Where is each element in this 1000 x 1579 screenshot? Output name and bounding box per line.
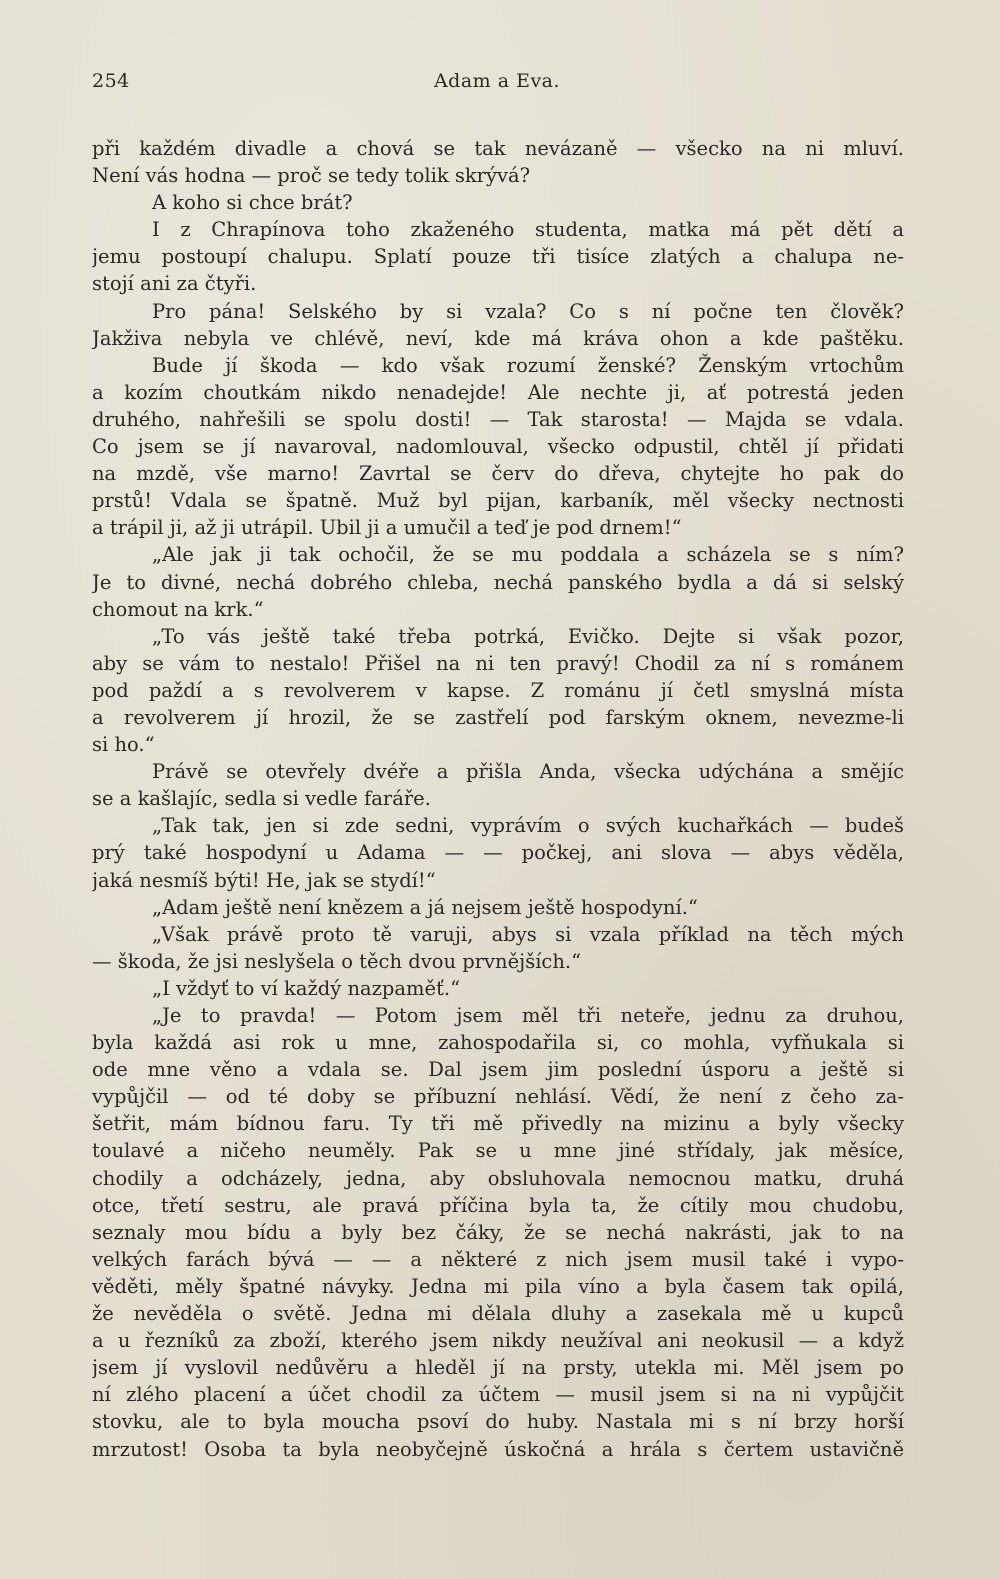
text-line: seznaly mou bídu a byly bez čáky, že se nechá nakrásti, jak to na (92, 1220, 904, 1244)
text-line: že nevěděla o světě. Jedna mi dělala dluhy a zasekala mě u kupců (92, 1302, 904, 1326)
text-line: „Tak tak, jen si zde sedni, vyprávím o svých kuchařkách — budeš (152, 814, 904, 838)
text-line: — škoda, že jsi neslyšela o těch dvou prvnějších.“ (92, 949, 582, 973)
text-line: Bude jí škoda — kdo však rozumí ženské? Ženským vrtochům (152, 353, 904, 377)
text-line: si ho.“ (92, 733, 155, 757)
text-line: byla každá asi rok u mne, zahospodařila si, co mohla, vyfňukala si (92, 1031, 904, 1055)
text-line: otce, třetí sestru, ale pravá příčina byla ta, že cítily mou chudobu, (92, 1193, 904, 1217)
text-line: „Ale jak ji tak ochočil, že se mu poddala a scházela se s ním? (152, 543, 904, 567)
text-line: věděti, měly špatné návyky. Jedna mi pila víno a byla časem tak opilá, (92, 1274, 904, 1298)
text-line: toulavé a ničeho neuměly. Pak se u mne jiné střídaly, jak měsíce, (92, 1139, 904, 1163)
text-line: mrzutost! Osoba ta byla neobyčejně úskočná a hrála s čertem ustavičně (92, 1437, 904, 1461)
text-line: a u řezníků za zboží, kterého jsem nikdy neužíval ani neokusil — a když (92, 1329, 904, 1353)
text-line: „Však právě proto tě varuji, abys si vzala příklad na těch mých (152, 922, 904, 946)
text-line: a trápil ji, až ji utrápil. Ubil ji a umučil a teď je pod drnem!“ (92, 516, 682, 540)
text-line: velkých farách bývá — — a některé z nich jsem musil také i vypo- (92, 1247, 904, 1271)
text-line: se a kašlajíc, sedla si vedle faráře. (92, 787, 431, 811)
text-line: „I vždyť to ví každý nazpaměť.“ (152, 976, 461, 1000)
text-line: jsem jí vyslovil nedůvěru a hleděl jí na prsty, utekla mi. Měl jsem po (92, 1356, 904, 1380)
text-line: chomout na krk.“ (92, 597, 264, 621)
text-line: Co jsem se jí navaroval, nadomlouval, všecko odpustil, chtěl jí přidati (92, 435, 904, 459)
text-line: druhého, nahřešili se spolu dosti! — Tak starosta! — Majda se vdala. (92, 407, 904, 431)
text-line: Pro pána! Selského by si vzala? Co s ní počne ten člověk? (152, 299, 904, 323)
text-line: a revolverem jí hrozil, že se zastřelí pod farským oknem, nevezme-li (92, 705, 904, 729)
page-number: 254 (92, 70, 130, 92)
text-line: jaká nesmíš býti! He, jak se stydí!“ (92, 868, 436, 892)
text-line: stovku, ale to byla moucha psoví do huby. Nastala mi s ní brzy horší (92, 1410, 904, 1434)
text-line: šetřit, mám bídnou faru. Ty tři mě přivedly na mizinu a byly všecky (92, 1112, 904, 1136)
body-text (92, 135, 904, 1463)
text-line: „Je to pravda! — Potom jsem měl tři neteře, jednu za druhou, (152, 1004, 904, 1027)
text-line: na mzdě, vše marno! Zavrtal se červ do dřeva, chytejte ho pak do (92, 462, 904, 486)
text-line: prý také hospodyní u Adama — — počkej, ani slova — abys věděla, (92, 841, 904, 865)
text-line: I z Chrapínova toho zkaženého studenta, matka má pět dětí a (152, 218, 904, 242)
text-line: „Adam ještě není knězem a já nejsem ještě hospodyní.“ (152, 895, 698, 919)
text-line: Právě se otevřely dvéře a přišla Anda, všecka udýchána a smějíc (152, 760, 904, 784)
text-line: pod paždí a s revolverem v kapse. Z románu jí četl smyslná místa (92, 678, 904, 702)
text-line: a kozím choutkám nikdo nenadejde! Ale nechte ji, ať potrestá jeden (92, 380, 904, 404)
text-line: Jakživa nebyla ve chlévě, neví, kde má kráva ohon a kde paštěku. (92, 326, 904, 350)
text-line: Není vás hodna — proč se tedy tolik skrývá? (92, 164, 531, 188)
text-line: Je to divné, nechá dobrého chleba, nechá panského bydla a dá si selský (92, 570, 904, 594)
text-line: chodily a odcházely, jedna, aby obsluhovala nemocnou matku, druhá (92, 1166, 904, 1190)
text-line: ní zlého placení a účet chodil za účtem — musil jsem si na ni vypůjčit (92, 1383, 904, 1407)
text-line: vypůjčil — od té doby se příbuzní nehlásí. Vědí, že není z čeho za- (92, 1085, 904, 1109)
text-line: stojí ani za čtyři. (92, 272, 257, 296)
running-title: Adam a Eva. (433, 70, 561, 92)
text-line: ode mne věno a vdala se. Dal jsem jim poslední úsporu a ještě si (92, 1058, 904, 1082)
text-line: jemu postoupí chalupu. Splatí pouze tři tisíce zlatých a chalupa ne- (92, 245, 904, 269)
text-line: aby se vám to nestalo! Přišel na ni ten pravý! Chodil za ní s románem (92, 651, 904, 675)
text-line: prstů! Vdala se špatně. Muž byl pijan, karbaník, měl všecky nectnosti (92, 489, 904, 513)
text-line: „To vás ještě také třeba potrká, Evičko. Dejte si však pozor, (152, 624, 904, 648)
text-line: při každém divadle a chová se tak nevázaně — všecko na ni mluví. (92, 137, 904, 160)
running-head (92, 70, 902, 98)
text-line: A koho si chce brát? (152, 191, 353, 215)
